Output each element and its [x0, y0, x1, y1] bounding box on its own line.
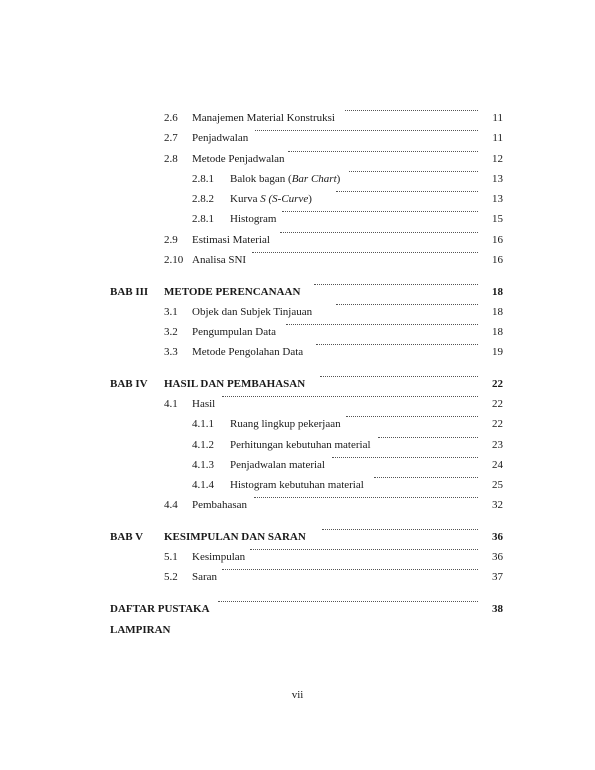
page-number: 22 — [492, 398, 503, 410]
section-title: Penjadwalan — [192, 132, 249, 144]
leader-dots — [254, 497, 478, 498]
page-number: 37 — [492, 571, 503, 583]
leader-dots — [288, 151, 478, 152]
section-title: Histogram — [230, 213, 277, 225]
page-number: 11 — [492, 112, 503, 124]
toc-entry — [0, 416, 595, 432]
section-title: Kesimpulan — [192, 551, 246, 563]
page-number: 32 — [492, 499, 503, 511]
toc-entry — [0, 569, 595, 585]
section-number: 2.10 — [164, 254, 184, 266]
toc-entry — [0, 151, 595, 167]
section-number: 2.6 — [164, 112, 178, 124]
toc-entry — [0, 437, 595, 453]
chapter-entry — [0, 601, 595, 617]
section-title: Pembahasan — [192, 499, 247, 511]
section-title: Analisa SNI — [192, 254, 247, 266]
leader-dots — [332, 457, 478, 458]
toc-entry — [0, 191, 595, 207]
toc-entry — [0, 549, 595, 565]
section-title: Objek dan Subjek Tinjauan — [192, 306, 313, 318]
toc-entry — [0, 457, 595, 473]
chapter-entry — [0, 376, 595, 392]
page-number: 18 — [492, 306, 503, 318]
leader-dots — [314, 284, 478, 285]
page-number: 25 — [492, 479, 503, 491]
section-title: Ruang lingkup pekerjaan — [230, 418, 341, 430]
toc-entry — [0, 232, 595, 248]
section-number: 4.1.2 — [192, 439, 214, 451]
section-number: 4.1 — [164, 398, 178, 410]
chapter-number: BAB V — [110, 531, 144, 543]
section-number: 4.1.3 — [192, 459, 214, 471]
section-number: 2.9 — [164, 234, 178, 246]
leader-dots — [345, 110, 478, 111]
page-footer-number: vii — [291, 689, 304, 701]
title-text: Balok bagan ( — [230, 173, 292, 185]
leader-dots — [349, 171, 478, 172]
section-title: Metode Pengolahan Data — [192, 346, 304, 358]
chapter-title: HASIL DAN PEMBAHASAN — [164, 378, 306, 390]
leader-dots — [280, 232, 478, 233]
page-number: 22 — [492, 418, 503, 430]
leader-dots — [218, 601, 478, 602]
toc-entry — [0, 252, 595, 268]
title-text: Kurva — [230, 193, 261, 205]
toc-entry — [0, 171, 595, 187]
section-number: 2.8.1 — [192, 173, 214, 185]
page-number: 38 — [492, 603, 503, 615]
chapter-entry — [0, 284, 595, 300]
section-title — [230, 191, 314, 207]
page-number: 22 — [492, 378, 503, 390]
page-number: 18 — [492, 326, 503, 338]
section-number: 2.8 — [164, 153, 178, 165]
toc-entry — [0, 497, 595, 513]
leader-dots — [346, 416, 478, 417]
section-number: 2.8.2 — [192, 193, 214, 205]
chapter-title: DAFTAR PUSTAKA — [110, 603, 210, 615]
page-number: 15 — [492, 213, 503, 225]
leader-dots — [378, 437, 478, 438]
section-number: 3.1 — [164, 306, 178, 318]
section-title: Penjadwalan material — [230, 459, 325, 471]
section-number: 4.1.1 — [192, 418, 214, 430]
page-number: 16 — [492, 234, 503, 246]
section-number: 5.1 — [164, 551, 178, 563]
page-number: 18 — [492, 286, 503, 298]
section-number: 4.4 — [164, 499, 178, 511]
leader-dots — [320, 376, 478, 377]
toc-entry — [0, 130, 595, 146]
leader-dots — [336, 304, 478, 305]
title-text: ) — [336, 173, 341, 185]
section-title: Histogram kebutuhan material — [230, 479, 364, 491]
leader-dots — [336, 191, 478, 192]
section-title: Saran — [192, 571, 218, 583]
chapter-title: KESIMPULAN DAN SARAN — [164, 531, 306, 543]
title-text: ) — [308, 193, 312, 205]
page-number: 19 — [492, 346, 503, 358]
chapter-title: LAMPIRAN — [110, 624, 171, 636]
toc-entry — [0, 477, 595, 493]
leader-dots — [286, 324, 478, 325]
toc-entry — [0, 211, 595, 227]
toc-entry — [0, 396, 595, 412]
section-title: Pengumpulan Data — [192, 326, 277, 338]
leader-dots — [282, 211, 478, 212]
leader-dots — [374, 477, 478, 478]
chapter-number: BAB III — [110, 286, 149, 298]
leader-dots — [316, 344, 478, 345]
toc-entry — [0, 110, 595, 126]
page-number: 36 — [492, 551, 503, 563]
toc-entry — [0, 324, 595, 340]
page-number: 23 — [492, 439, 503, 451]
page-number: 12 — [492, 153, 503, 165]
section-title: Metode Penjadwalan — [192, 153, 285, 165]
section-number: 3.2 — [164, 326, 178, 338]
page-number: 13 — [492, 193, 503, 205]
page-number: 13 — [492, 173, 503, 185]
title-italic: S (S-Curve — [260, 193, 309, 205]
chapter-title: METODE PERENCANAAN — [164, 286, 301, 298]
chapter-number: BAB IV — [110, 378, 148, 390]
section-number: 3.3 — [164, 346, 178, 358]
chapter-entry — [0, 622, 595, 638]
section-title: Manajemen Material Konstruksi — [192, 112, 335, 124]
leader-dots — [222, 569, 478, 570]
page-number: 24 — [492, 459, 503, 471]
page-number: 11 — [492, 132, 503, 144]
leader-dots — [252, 252, 478, 253]
section-number: 5.2 — [164, 571, 178, 583]
title-italic: Bar Chart — [291, 173, 337, 185]
toc-entry — [0, 344, 595, 360]
page-number: 16 — [492, 254, 503, 266]
leader-dots — [322, 529, 478, 530]
chapter-entry — [0, 529, 595, 545]
section-title: Estimasi Material — [192, 234, 270, 246]
section-number: 2.7 — [164, 132, 178, 144]
section-number: 4.1.4 — [192, 479, 214, 491]
section-title: Hasil — [192, 398, 216, 410]
toc-entry — [0, 304, 595, 320]
section-number: 2.8.1 — [192, 213, 214, 225]
leader-dots — [250, 549, 478, 550]
leader-dots — [222, 396, 478, 397]
leader-dots — [255, 130, 478, 131]
section-title — [230, 171, 342, 187]
section-title: Perhitungan kebutuhan material — [230, 439, 371, 451]
page-number: 36 — [492, 531, 503, 543]
